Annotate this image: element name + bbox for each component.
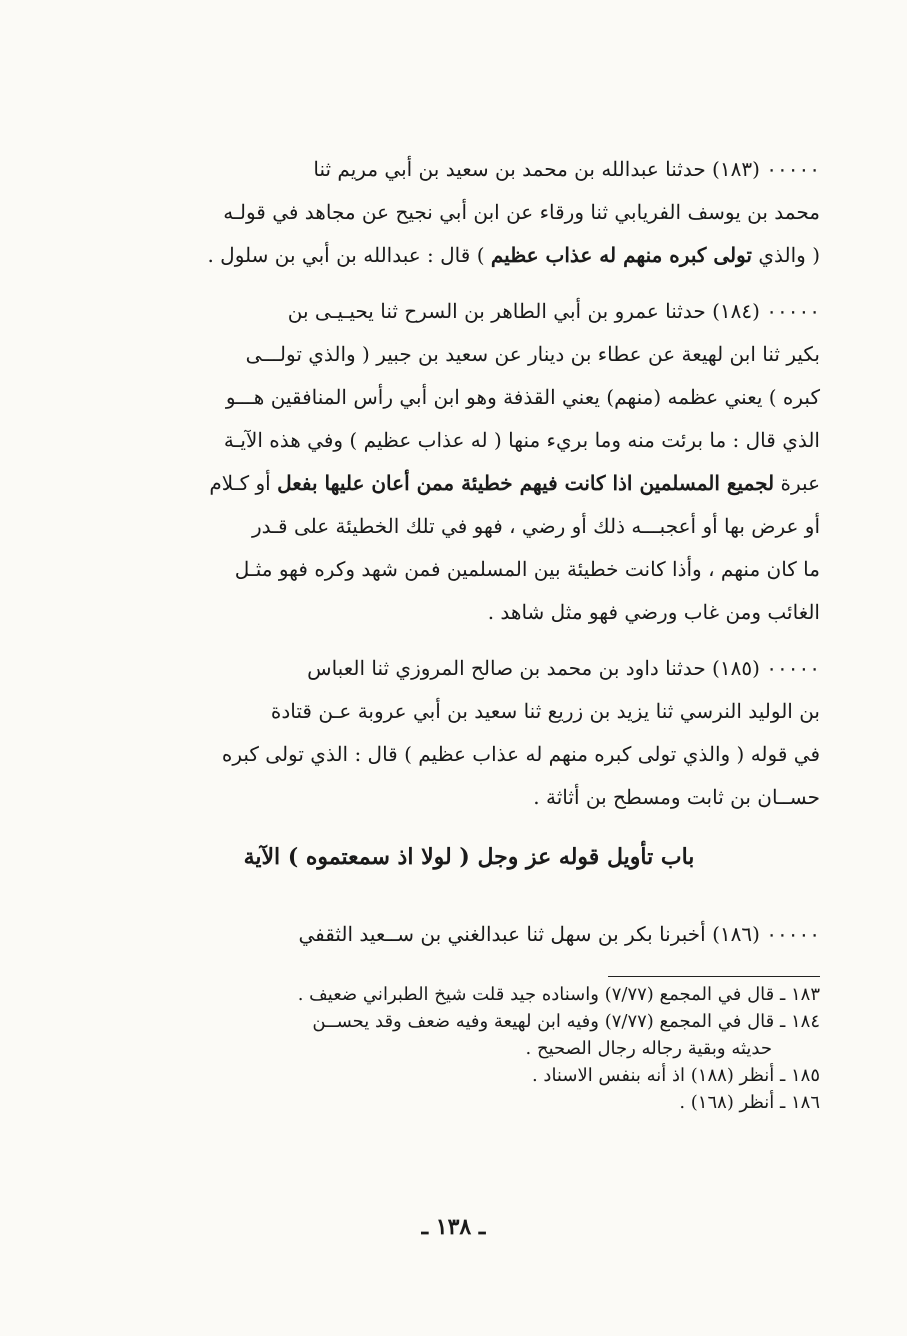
text-run: كبره ) يعني عظمه (منهم) يعني القذفة وهو ابن أبي رأس المنافقين هـــو xyxy=(225,385,820,409)
page-number: ـ ١٣٨ ـ xyxy=(421,1214,486,1240)
footnote: ١٨٦ ـ أنظر (١٦٨) . xyxy=(679,1092,820,1113)
paragraph-line xyxy=(118,419,820,462)
text-run: عبرة xyxy=(774,471,820,495)
text-run: بكير ثنا ابن لهيعة عن عطاء بن دينار عن سعيد بن جبير ( والذي تولـــى xyxy=(245,342,820,366)
text-run: حســان بن ثابت ومسطح بن أثاثة . xyxy=(533,785,820,809)
text-run: في قوله ( والذي تولى كبره منهم له عذاب عظيم ) قال : الذي تولى كبره xyxy=(221,742,820,766)
bold-text: تولى كبره منهم له عذاب عظيم xyxy=(490,243,753,267)
paragraph-line xyxy=(118,462,820,505)
paragraph-186 xyxy=(118,913,820,956)
paragraph-line xyxy=(118,733,820,776)
paragraph-line: ٠٠٠٠٠ (١٨٦) أخبرنا بكر بن سهل ثنا عبدالغني بن ســعيد الثقفي xyxy=(298,922,820,946)
footnote: ١٨٤ ـ قال في المجمع (٧/٧٧) وفيه ابن لهيعة وفيه ضعف وقد يحســن xyxy=(312,1011,820,1032)
text-run: ) قال : عبدالله بن أبي بن سلول . xyxy=(207,243,491,267)
footnote-divider xyxy=(608,976,820,977)
bold-text: لجميع المسلمين اذا كانت فيهم خطيئة ممن أعان عليها بفعل xyxy=(277,471,775,495)
paragraph-line xyxy=(118,333,820,376)
text-run: ٠٠٠٠٠ (١٨٣) حدثنا عبدالله بن محمد بن سعيد بن أبي مريم ثنا xyxy=(313,157,820,181)
text-run: الغائب ومن غاب ورضي فهو مثل شاهد . xyxy=(487,600,820,624)
text-run: ( والذي xyxy=(752,243,820,267)
paragraph-line xyxy=(118,591,820,634)
chapter-heading: باب تأويل قوله عز وجل ( لولا اذ سمعتموه ) الآية xyxy=(243,844,695,870)
paragraph-line xyxy=(118,647,820,690)
footnote: ١٨٣ ـ قال في المجمع (٧/٧٧) واسناده جيد قلت شيخ الطبراني ضعيف . xyxy=(297,984,820,1005)
paragraph-line xyxy=(118,376,820,419)
footnote: ١٨٥ ـ أنظر (١٨٨) اذ أنه بنفس الاسناد . xyxy=(531,1065,820,1086)
footnotes xyxy=(118,981,820,1116)
paragraph-line xyxy=(118,191,820,234)
text-run: الذي قال : ما برئت منه وما بريء منها ( له عذاب عظيم ) وفي هذه الآيـة xyxy=(223,428,820,452)
text-run: ٠٠٠٠٠ (١٨٤) حدثنا عمرو بن أبي الطاهر بن السرح ثنا يحيـيـى بن xyxy=(287,299,820,323)
paragraph-line xyxy=(118,548,820,591)
paragraph xyxy=(118,647,820,819)
hadith-paragraphs xyxy=(118,148,820,819)
paragraph xyxy=(118,290,820,634)
text-run: ٠٠٠٠٠ (١٨٥) حدثنا داود بن محمد بن صالح المروزي ثنا العباس xyxy=(307,656,820,680)
paragraph xyxy=(118,148,820,277)
footnote: حديثه وبقية رجاله رجال الصحيح . xyxy=(525,1038,772,1059)
paragraph-line xyxy=(118,690,820,733)
paragraph-line xyxy=(118,234,820,277)
text-run: أو كـلام xyxy=(209,471,278,495)
paragraph-line xyxy=(118,290,820,333)
text-run: بن الوليد النرسي ثنا يزيد بن زريع ثنا سعيد بن أبي عروبة عـن قتادة xyxy=(270,699,820,723)
text-run: محمد بن يوسف الفريابي ثنا ورقاء عن ابن أبي نجيح عن مجاهد في قولـه xyxy=(223,200,820,224)
paragraph-line xyxy=(118,776,820,819)
paragraph-line xyxy=(118,148,820,191)
page-body xyxy=(118,148,820,1116)
paragraph-line xyxy=(118,505,820,548)
text-run: أو عرض بها أو أعجبـــه ذلك أو رضي ، فهو في تلك الخطيئة على قـدر xyxy=(252,514,820,538)
text-run: ما كان منهم ، وأذا كانت خطيئة بين المسلمين فمن شهد وكره فهو مثـل xyxy=(234,557,820,581)
